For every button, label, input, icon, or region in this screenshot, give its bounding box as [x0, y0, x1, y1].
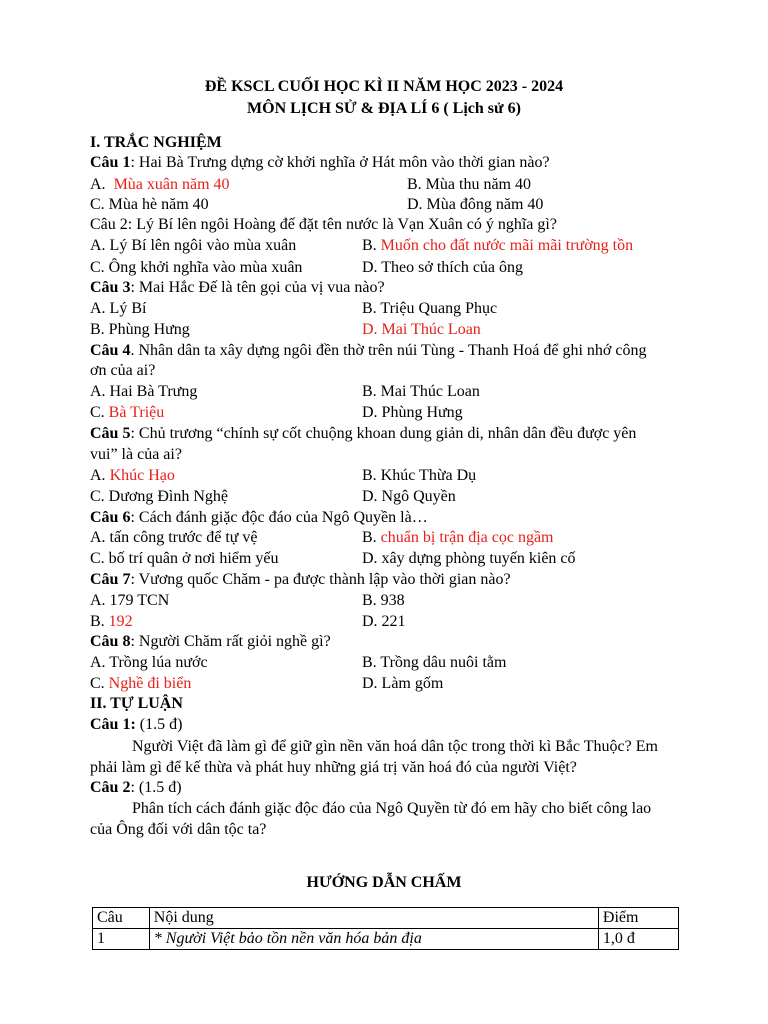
question-label: Câu 3 — [90, 279, 131, 296]
section-heading-essay: II. TỰ LUẬN — [90, 695, 183, 712]
option-a: A. Trồng lúa nước — [90, 654, 208, 671]
option-b: B. 938 — [362, 592, 405, 609]
option-b — [362, 528, 554, 548]
question-8 — [90, 632, 331, 652]
question-text: : Vương quốc Chăm - pa được thành lập vào thời gian nào? — [130, 571, 511, 588]
option-a — [90, 175, 230, 195]
question-text: . Nhân dân ta xây dựng ngôi đền thờ trên núi Tùng - Thanh Hoá để ghi nhớ công — [130, 342, 647, 359]
correct-answer: D. Mai Thúc Loan — [362, 321, 481, 338]
table-cell: 1,0 đ — [598, 929, 678, 950]
correct-answer: 192 — [108, 613, 133, 630]
question-4 — [90, 341, 646, 361]
correct-answer: Nghề đi biển — [108, 675, 192, 692]
question-6 — [90, 508, 428, 528]
question-1 — [90, 153, 550, 173]
option-a: A. Lý Bí lên ngôi vào mùa xuân — [90, 237, 297, 254]
essay-question-2-text-continued: của Ông đối với dân tộc ta? — [90, 821, 267, 838]
option-a — [90, 466, 175, 486]
option-key: B. — [362, 237, 377, 254]
option-c: C. Dương Đình Nghệ — [90, 488, 229, 505]
table-cell: 1 — [93, 929, 150, 950]
correct-answer: Mùa xuân năm 40 — [113, 176, 230, 193]
option-c — [90, 403, 164, 423]
option-c: B. Phùng Hưng — [90, 321, 190, 338]
option-b: B. Trồng dâu nuôi tằm — [362, 654, 507, 671]
question-label: Câu 2 — [90, 779, 131, 796]
section-heading-multiple-choice: I. TRẮC NGHIỆM — [90, 134, 222, 151]
question-text: : Người Chăm rất giỏi nghề gì? — [130, 633, 331, 650]
grading-table — [92, 907, 679, 950]
table-cell: * Người Việt bảo tồn nền văn hóa bản địa — [149, 929, 598, 950]
question-text: : Hai Bà Trưng dựng cờ khởi nghĩa ở Hát môn vào thời gian nào? — [130, 154, 550, 171]
essay-question-2 — [90, 778, 182, 798]
question-label: Câu 1 — [90, 154, 131, 171]
option-b: B. Mùa thu năm 40 — [407, 176, 531, 193]
option-d: D. Ngô Quyền — [362, 488, 456, 505]
table-header-row — [93, 908, 679, 929]
question-text: : Cách đánh giặc độc đáo của Ngô Quyền là… — [130, 509, 428, 526]
option-d: D. xây dựng phòng tuyến kiên cố — [362, 550, 576, 567]
option-d: D. Theo sở thích của ông — [362, 259, 524, 276]
option-b — [362, 236, 633, 256]
option-d: D. Mùa đông năm 40 — [407, 196, 544, 213]
question-points: (1.5 đ) — [135, 716, 183, 733]
table-row — [93, 929, 679, 950]
essay-question-2-text: Phân tích cách đánh giặc độc đáo của Ngô Quyền từ đó em hãy cho biết công lao — [132, 800, 652, 817]
option-a: A. 179 TCN — [90, 592, 170, 609]
question-label: Câu 4 — [90, 342, 131, 359]
question-text-continued: ơn của ai? — [90, 362, 156, 379]
option-a: A. tấn công trước để tự vệ — [90, 529, 258, 546]
option-b: B. Khúc Thừa Dụ — [362, 467, 477, 484]
column-header: Câu — [93, 908, 150, 929]
correct-answer: chuẩn bị trận địa cọc ngầm — [380, 529, 554, 546]
option-key: A. — [90, 467, 106, 484]
exam-subtitle: MÔN LỊCH SỬ & ĐỊA LÍ 6 ( Lịch sử 6) — [247, 100, 521, 117]
question-5 — [90, 424, 636, 444]
column-header: Điểm — [598, 908, 678, 929]
option-key: C. — [90, 404, 105, 421]
question-points: : (1.5 đ) — [130, 779, 182, 796]
option-key: A. — [90, 176, 106, 193]
option-d: D. Làm gốm — [362, 675, 444, 692]
option-c: C. Mùa hè năm 40 — [90, 196, 209, 213]
question-text-continued: vui” là của ai? — [90, 446, 182, 463]
question-label: Câu 1: — [90, 716, 136, 733]
question-3 — [90, 278, 385, 298]
correct-answer: Bà Triệu — [108, 404, 165, 421]
correct-answer: Muốn cho đất nước mãi mãi trường tồn — [380, 237, 634, 254]
essay-question-1-text: Người Việt đã làm gì để giữ gìn nền văn hoá dân tộc trong thời kì Bắc Thuộc? Em — [132, 738, 658, 755]
option-c — [90, 612, 133, 632]
option-a: A. Hai Bà Trưng — [90, 383, 198, 400]
column-header: Nội dung — [149, 908, 598, 929]
question-7 — [90, 570, 511, 590]
question-text: : Mai Hắc Đế là tên gọi của vị vua nào? — [130, 279, 385, 296]
question-label: Câu 5 — [90, 425, 131, 442]
question-label: Câu 7 — [90, 571, 131, 588]
question-label: Câu 6 — [90, 509, 131, 526]
question-text: : Chủ trương “chính sự cốt chuộng khoan dung giản di, nhân dân đều được yên — [130, 425, 637, 442]
question-2: Câu 2: Lý Bí lên ngôi Hoàng đế đặt tên nước là Vạn Xuân có ý nghĩa gì? — [90, 216, 557, 233]
option-b: B. Mai Thúc Loan — [362, 383, 480, 400]
question-label: Câu 8 — [90, 633, 131, 650]
option-key: B. — [362, 529, 377, 546]
option-d: D. Phùng Hưng — [362, 404, 463, 421]
option-key: C. — [90, 675, 105, 692]
option-key: B. — [90, 613, 105, 630]
option-d: D. 221 — [362, 613, 406, 630]
option-c — [90, 674, 191, 694]
option-b: B. Triệu Quang Phục — [362, 300, 498, 317]
option-c: C. Ông khởi nghĩa vào mùa xuân — [90, 259, 303, 276]
exam-title: ĐỀ KSCL CUỐI HỌC KÌ II NĂM HỌC 2023 - 2024 — [204, 78, 564, 95]
essay-question-1 — [90, 715, 182, 735]
option-a: A. Lý Bí — [90, 300, 147, 317]
correct-answer: Khúc Hạo — [109, 467, 175, 484]
grading-guide-title: HƯỚNG DẪN CHẤM — [306, 874, 462, 891]
essay-question-1-text-continued: phải làm gì để kế thừa và phát huy những giá trị văn hoá đó của người Việt? — [90, 759, 577, 776]
option-c: C. bố trí quân ở nơi hiểm yếu — [90, 550, 279, 567]
